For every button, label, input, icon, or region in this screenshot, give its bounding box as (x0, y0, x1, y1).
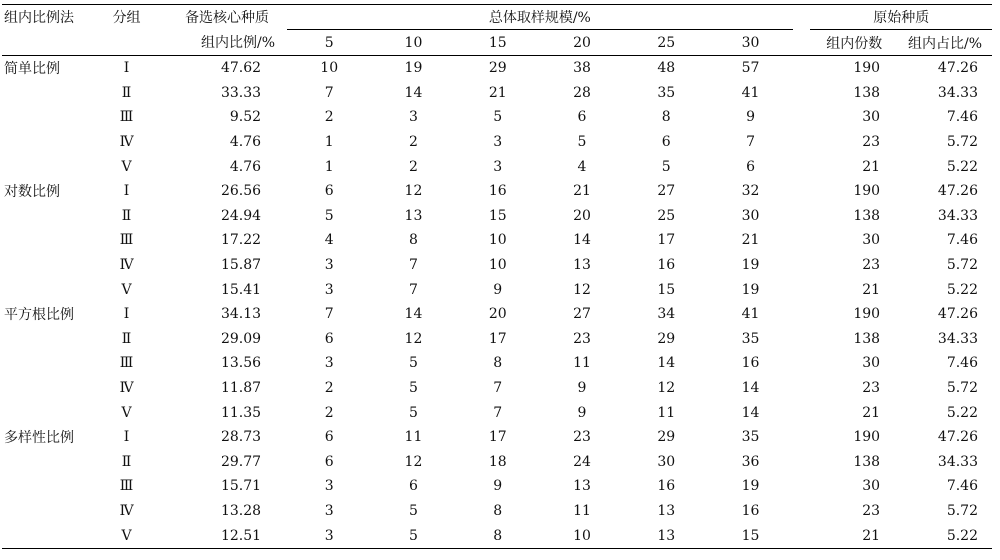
original-count: 21 (862, 404, 881, 421)
method-empty (2, 81, 102, 106)
sample-count-30: 57 (741, 60, 760, 77)
sample-count-25: 8 (661, 109, 671, 126)
sample-count-20: 11 (573, 502, 591, 519)
header-share: 组内占比/% (898, 30, 992, 56)
header-size-15: 15 (456, 30, 540, 56)
sample-count-20: 28 (573, 84, 591, 101)
sample-count-15: 8 (456, 523, 540, 548)
core-percentage: 9.52 (229, 109, 262, 126)
group-label: Ⅰ (123, 306, 130, 323)
original-count: 30 (862, 478, 881, 495)
sample-count-25: 5 (661, 158, 671, 175)
group-label: Ⅴ (102, 523, 152, 548)
header-original: 原始种质 (810, 5, 992, 30)
sample-count-5: 5 (324, 207, 334, 224)
group-label: Ⅰ (123, 60, 130, 77)
method-empty (2, 105, 102, 130)
method-empty (2, 204, 102, 229)
sample-count-5: 2 (324, 404, 334, 421)
spacer (793, 376, 811, 401)
sample-count-10: 13 (404, 207, 423, 224)
sample-count-20: 13 (573, 257, 591, 274)
sample-count-25: 48 (657, 60, 676, 77)
table-row (2, 179, 992, 204)
header-size-5: 5 (287, 30, 371, 56)
original-count: 138 (853, 330, 881, 347)
header-size-25: 25 (624, 30, 708, 56)
group-label: Ⅴ (121, 281, 132, 298)
sample-count-25: 13 (624, 523, 708, 548)
sample-count-5: 6 (324, 183, 334, 200)
sample-count-5: 3 (324, 257, 334, 274)
sample-count-30: 21 (741, 232, 760, 249)
method-label: 平方根比例 (4, 307, 74, 324)
table-row (2, 154, 992, 179)
group-label: Ⅰ (123, 183, 130, 200)
sample-count-15: 18 (488, 453, 507, 470)
original-count: 23 (862, 257, 881, 274)
sample-count-20: 24 (573, 453, 591, 470)
original-count: 21 (862, 158, 881, 175)
original-count: 190 (853, 306, 881, 323)
core-percentage: 29.77 (220, 453, 262, 470)
sample-count-25: 12 (657, 380, 676, 397)
sample-count-15: 17 (488, 330, 507, 347)
spacer (793, 253, 811, 278)
original-share: 47.26 (937, 183, 978, 200)
sample-count-5: 1 (324, 134, 334, 151)
sample-count-5: 2 (324, 380, 334, 397)
table-row (2, 56, 992, 81)
spacer (793, 56, 811, 81)
header-core-line1: 备选核心种质 (185, 10, 270, 27)
sample-count-15: 5 (493, 109, 503, 126)
spacer (793, 523, 811, 548)
sample-count-15: 29 (488, 60, 507, 77)
table-row (2, 523, 992, 548)
sample-count-30: 19 (741, 257, 760, 274)
spacer (793, 351, 811, 376)
sample-count-20: 4 (577, 158, 587, 175)
header-core-line2: 组内比例/% (151, 30, 287, 56)
table-row (2, 105, 992, 130)
core-percentage: 47.62 (220, 60, 262, 77)
header-size-30: 30 (708, 30, 792, 56)
sample-count-20: 38 (573, 60, 591, 77)
original-count: 30 (862, 232, 881, 249)
method-label: 多样性比例 (4, 430, 74, 447)
sample-count-25: 30 (657, 453, 676, 470)
spacer (793, 179, 811, 204)
sample-count-15: 10 (488, 257, 507, 274)
table-row (2, 400, 992, 425)
spacer (793, 425, 811, 450)
spacer (793, 302, 811, 327)
original-share: 5.22 (946, 281, 978, 298)
sample-count-10: 19 (404, 60, 423, 77)
sample-count-30: 9 (746, 109, 755, 126)
group-label: Ⅰ (123, 429, 130, 446)
core-percentage: 17.22 (220, 232, 262, 249)
sample-count-10: 14 (404, 306, 423, 323)
sample-count-30: 35 (741, 330, 760, 347)
original-share: 5.72 (946, 502, 978, 519)
sample-count-25: 27 (657, 183, 676, 200)
original-share: 34.33 (937, 207, 978, 224)
table-row (2, 474, 992, 499)
original-share: 47.26 (937, 429, 978, 446)
group-label: Ⅳ (119, 134, 134, 151)
sample-count-30: 19 (741, 478, 760, 495)
original-count: 138 (853, 207, 881, 224)
method-empty (2, 130, 102, 155)
original-count: 23 (862, 380, 881, 397)
sample-count-20: 11 (573, 355, 591, 372)
table-row (2, 81, 992, 106)
method-empty (2, 351, 102, 376)
core-percentage: 11.87 (220, 380, 262, 397)
original-share: 47.26 (937, 306, 978, 323)
group-label: Ⅱ (121, 330, 132, 347)
spacer (793, 154, 811, 179)
original-count: 138 (853, 453, 881, 470)
table-row (2, 253, 992, 278)
sample-count-30: 30 (741, 207, 760, 224)
core-collection-table (2, 4, 992, 549)
sample-count-20: 5 (577, 134, 587, 151)
sample-count-20: 13 (573, 478, 591, 495)
sample-count-20: 23 (573, 330, 591, 347)
sample-count-5: 10 (320, 60, 339, 77)
spacer (793, 450, 811, 475)
original-count: 30 (862, 355, 881, 372)
sample-count-10: 5 (409, 404, 418, 421)
sample-count-10: 5 (371, 523, 455, 548)
method-empty (2, 154, 102, 179)
table-row (2, 425, 992, 450)
method-label: 对数比例 (4, 184, 60, 201)
core-percentage: 34.13 (220, 306, 262, 323)
header-size-20: 20 (540, 30, 624, 56)
sample-count-10: 3 (409, 109, 418, 126)
sample-count-5: 2 (324, 109, 334, 126)
spacer (793, 105, 811, 130)
spacer (793, 130, 811, 155)
original-share: 7.46 (946, 355, 978, 372)
original-share: 5.22 (898, 523, 992, 548)
sample-count-15: 9 (493, 281, 503, 298)
sample-count-30: 41 (741, 84, 760, 101)
sample-count-5: 1 (324, 158, 334, 175)
header-group: 分组 (112, 10, 141, 27)
group-label: Ⅳ (119, 502, 134, 519)
original-share: 34.33 (937, 453, 978, 470)
sample-count-20: 23 (573, 429, 591, 446)
sample-count-10: 11 (404, 429, 423, 446)
method-empty (2, 400, 102, 425)
method-empty (2, 277, 102, 302)
sample-count-10: 5 (409, 355, 418, 372)
sample-count-10: 14 (404, 84, 423, 101)
original-share: 5.22 (946, 158, 978, 175)
sample-count-25: 11 (657, 404, 676, 421)
group-label: Ⅳ (119, 380, 134, 397)
header-row-2 (2, 30, 992, 56)
sample-count-25: 16 (657, 478, 676, 495)
original-count: 138 (853, 84, 881, 101)
sample-count-10: 12 (404, 330, 423, 347)
sample-count-15: 8 (493, 502, 503, 519)
spacer (793, 474, 811, 499)
sample-count-15: 3 (493, 134, 503, 151)
group-label: Ⅲ (119, 232, 134, 249)
method-label: 简单比例 (4, 61, 60, 78)
original-share: 34.33 (937, 330, 978, 347)
sample-count-25: 17 (657, 232, 676, 249)
original-share: 5.22 (946, 404, 978, 421)
sample-count-5: 3 (324, 502, 334, 519)
sample-count-30: 16 (741, 502, 760, 519)
sample-count-25: 34 (657, 306, 676, 323)
sample-count-5: 3 (324, 281, 334, 298)
sample-count-20: 12 (573, 281, 591, 298)
sample-count-30: 41 (741, 306, 760, 323)
sample-count-10: 5 (409, 502, 418, 519)
sample-count-15: 8 (493, 355, 503, 372)
header-size-10: 10 (371, 30, 455, 56)
table-row (2, 204, 992, 229)
sample-count-30: 16 (741, 355, 760, 372)
sample-count-30: 35 (741, 429, 760, 446)
original-share: 5.72 (946, 380, 978, 397)
header-method: 组内比例法 (4, 10, 74, 27)
spacer (793, 400, 811, 425)
sample-count-30: 36 (741, 453, 760, 470)
sample-count-30: 6 (746, 158, 755, 175)
sample-count-15: 7 (493, 380, 503, 397)
group-label: Ⅲ (119, 109, 134, 126)
sample-count-10: 12 (404, 453, 423, 470)
original-count: 30 (862, 109, 881, 126)
sample-count-15: 20 (488, 306, 507, 323)
sample-count-25: 35 (657, 84, 676, 101)
table-row (2, 499, 992, 524)
core-percentage: 28.73 (220, 429, 262, 446)
sample-count-20: 21 (573, 183, 591, 200)
sample-count-20: 9 (577, 404, 587, 421)
original-share: 7.46 (946, 232, 978, 249)
original-share: 7.46 (946, 109, 978, 126)
sample-count-30: 19 (741, 281, 760, 298)
sample-count-15: 21 (488, 84, 507, 101)
sample-count-10: 12 (404, 183, 423, 200)
header-count: 组内份数 (810, 30, 898, 56)
core-percentage: 29.09 (220, 330, 262, 347)
table-row (2, 450, 992, 475)
group-label: Ⅴ (121, 404, 132, 421)
group-label: Ⅱ (121, 207, 132, 224)
sample-count-10: 8 (409, 232, 418, 249)
table-body (2, 56, 992, 549)
method-empty (2, 228, 102, 253)
core-percentage: 26.56 (220, 183, 262, 200)
sample-count-25: 13 (657, 502, 676, 519)
core-percentage: 4.76 (229, 158, 262, 175)
sample-count-10: 2 (409, 158, 418, 175)
sample-count-20: 14 (573, 232, 591, 249)
spacer (793, 277, 811, 302)
sample-count-25: 16 (657, 257, 676, 274)
spacer (793, 204, 811, 229)
method-empty (2, 450, 102, 475)
sample-count-15: 15 (488, 207, 507, 224)
sample-count-15: 9 (493, 478, 503, 495)
spacer (793, 228, 811, 253)
original-share: 34.33 (937, 84, 978, 101)
core-percentage: 15.71 (220, 478, 262, 495)
sample-count-15: 17 (488, 429, 507, 446)
original-count: 21 (862, 281, 881, 298)
original-count: 190 (853, 183, 881, 200)
sample-count-20: 20 (573, 207, 591, 224)
sample-count-5: 3 (324, 355, 334, 372)
sample-count-5: 3 (324, 478, 334, 495)
core-percentage: 4.76 (229, 134, 262, 151)
method-empty (2, 523, 102, 548)
table-row (2, 277, 992, 302)
original-count: 190 (853, 60, 881, 77)
group-label: Ⅱ (121, 84, 132, 101)
table-row (2, 376, 992, 401)
method-empty (2, 474, 102, 499)
core-percentage: 13.28 (220, 502, 262, 519)
group-label: Ⅲ (119, 478, 134, 495)
sample-count-20: 27 (573, 306, 591, 323)
spacer (793, 327, 811, 352)
original-share: 5.72 (946, 257, 978, 274)
sample-count-30: 14 (741, 404, 760, 421)
core-percentage: 15.41 (220, 281, 262, 298)
core-percentage: 15.87 (220, 257, 262, 274)
sample-count-5: 6 (324, 429, 334, 446)
group-label: Ⅱ (121, 453, 132, 470)
table-row (2, 351, 992, 376)
original-count: 21 (810, 523, 898, 548)
sample-count-30: 7 (746, 134, 755, 151)
sample-count-20: 10 (540, 523, 624, 548)
sample-count-5: 6 (324, 453, 334, 470)
method-empty (2, 327, 102, 352)
sample-count-5: 4 (324, 232, 334, 249)
sample-count-15: 10 (488, 232, 507, 249)
sample-count-10: 6 (409, 478, 418, 495)
original-share: 5.72 (946, 134, 978, 151)
original-count: 23 (862, 502, 881, 519)
sample-count-5: 3 (287, 523, 371, 548)
sample-count-30: 15 (708, 523, 792, 548)
header-sample-scale: 总体取样规模/% (287, 5, 793, 30)
sample-count-15: 3 (493, 158, 503, 175)
core-percentage: 33.33 (220, 84, 262, 101)
original-count: 23 (862, 134, 881, 151)
sample-count-5: 7 (324, 84, 334, 101)
core-percentage: 13.56 (220, 355, 262, 372)
sample-count-15: 16 (488, 183, 507, 200)
method-empty (2, 376, 102, 401)
sample-count-30: 14 (741, 380, 760, 397)
method-empty (2, 499, 102, 524)
sample-count-25: 29 (657, 330, 676, 347)
sample-count-25: 6 (661, 134, 671, 151)
sample-count-30: 32 (741, 183, 760, 200)
sample-count-5: 6 (324, 330, 334, 347)
original-share: 7.46 (946, 478, 978, 495)
sample-count-25: 14 (657, 355, 676, 372)
core-percentage: 11.35 (220, 404, 262, 421)
sample-count-5: 7 (324, 306, 334, 323)
sample-count-20: 9 (577, 380, 587, 397)
sample-count-10: 5 (409, 380, 418, 397)
table-row (2, 327, 992, 352)
sample-count-10: 7 (409, 281, 418, 298)
method-empty (2, 253, 102, 278)
table-row (2, 130, 992, 155)
table-row (2, 228, 992, 253)
original-count: 190 (853, 429, 881, 446)
sample-count-10: 7 (409, 257, 418, 274)
core-percentage: 24.94 (220, 207, 262, 224)
sample-count-15: 7 (493, 404, 503, 421)
sample-count-10: 2 (409, 134, 418, 151)
sample-count-20: 6 (577, 109, 587, 126)
group-label: Ⅲ (119, 355, 134, 372)
sample-count-25: 15 (657, 281, 676, 298)
spacer (793, 499, 811, 524)
core-percentage: 12.51 (151, 523, 287, 548)
group-label: Ⅴ (121, 158, 132, 175)
group-label: Ⅳ (119, 257, 134, 274)
table-row (2, 302, 992, 327)
spacer (793, 81, 811, 106)
sample-count-25: 25 (657, 207, 676, 224)
header-row-1 (2, 5, 992, 30)
original-share: 47.26 (937, 60, 978, 77)
sample-count-25: 29 (657, 429, 676, 446)
